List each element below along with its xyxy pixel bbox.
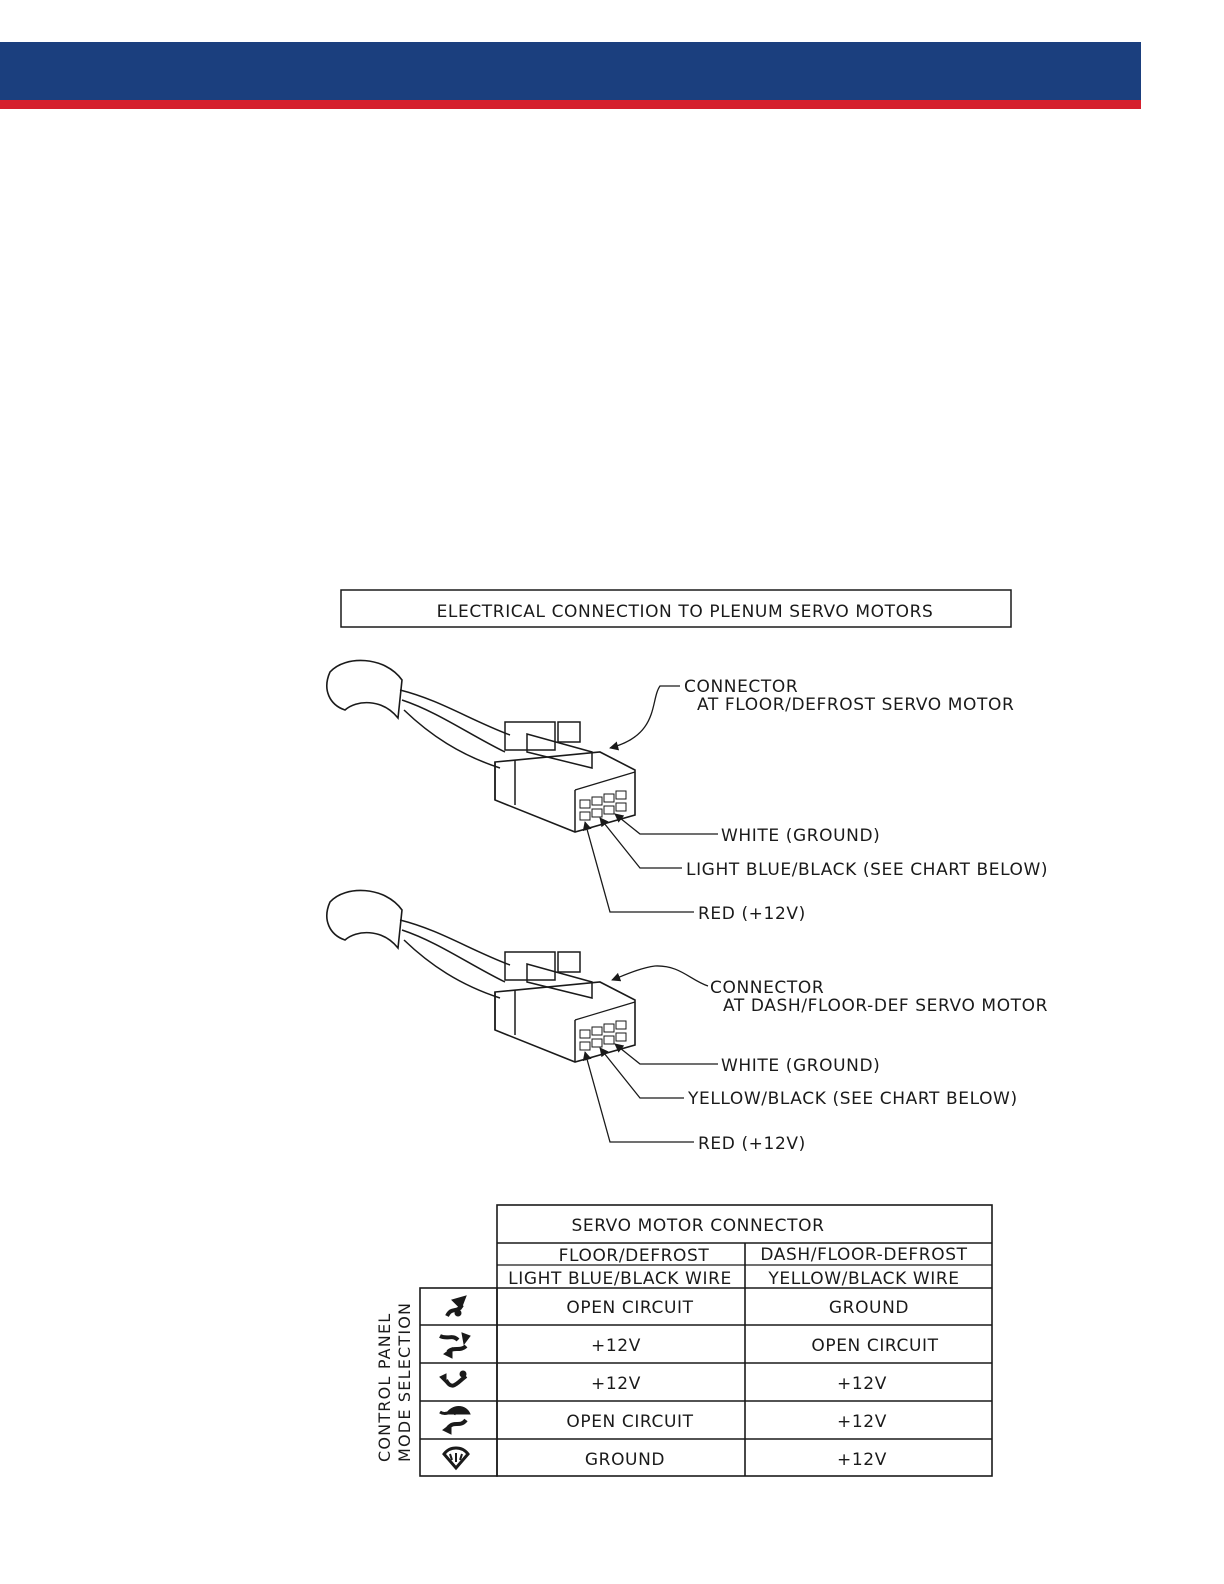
diagram-title-box [341,590,1011,627]
column-header-floor-defrost: FLOOR/DEFROST [558,1246,710,1266]
cell-floor-defrost: +12V [591,1336,641,1356]
table-row [566,1412,887,1432]
connector-2-label: CONNECTOR [710,978,825,998]
cell-floor-defrost: +12V [591,1374,641,1394]
cell-dash-floor-defrost: +12V [837,1412,887,1432]
table-row [566,1298,909,1318]
column-wire-dash-floor-defrost: YELLOW/BLACK WIRE [768,1269,960,1289]
connector-2-ground-wire: WHITE (GROUND) [721,1056,881,1076]
cell-dash-floor-defrost: GROUND [828,1298,910,1318]
table-title: SERVO MOTOR CONNECTOR [571,1216,825,1236]
connector-1-location: AT FLOOR/DEFROST SERVO MOTOR [697,695,1015,715]
connector-1-drawing [327,660,635,832]
cell-floor-defrost: GROUND [584,1450,666,1470]
connector-2-power-wire: RED (+12V) [698,1134,806,1154]
table-row [591,1374,887,1394]
table-row [585,1450,887,1470]
cell-dash-floor-defrost: +12V [837,1450,887,1470]
column-header-dash-floor-defrost: DASH/FLOOR-DEFROST [760,1245,968,1265]
defrost-icon [444,1448,468,1468]
diagram-title: ELECTRICAL CONNECTION TO PLENUM SERVO MOTORS [436,602,934,622]
connector-1-power-wire: RED (+12V) [698,904,806,924]
connector-1-signal-wire: LIGHT BLUE/BLACK (SEE CHART BELOW) [686,860,1049,880]
mode-selection-label-line2: MODE SELECTION [395,1301,414,1462]
connector-1-label: CONNECTOR [684,677,799,697]
floor-defrost-icon [440,1407,470,1435]
cell-dash-floor-defrost: OPEN CIRCUIT [811,1336,939,1356]
cell-floor-defrost: OPEN CIRCUIT [566,1412,694,1432]
connector-2-location: AT DASH/FLOOR-DEF SERVO MOTOR [723,996,1049,1016]
cell-floor-defrost: OPEN CIRCUIT [566,1298,694,1318]
dash-vent-icon [447,1296,466,1317]
mode-selection-label-line1: CONTROL PANEL [375,1312,394,1462]
connector-2-signal-wire: YELLOW/BLACK (SEE CHART BELOW) [688,1089,1018,1109]
floor-vent-icon [440,1371,467,1386]
column-wire-floor-defrost: LIGHT BLUE/BLACK WIRE [508,1269,732,1289]
table-row [591,1336,939,1356]
connector-1-ground-wire: WHITE (GROUND) [721,826,881,846]
cell-dash-floor-defrost: +12V [837,1374,887,1394]
connector-2-drawing [327,890,635,1062]
bi-level-vent-icon [440,1333,470,1358]
